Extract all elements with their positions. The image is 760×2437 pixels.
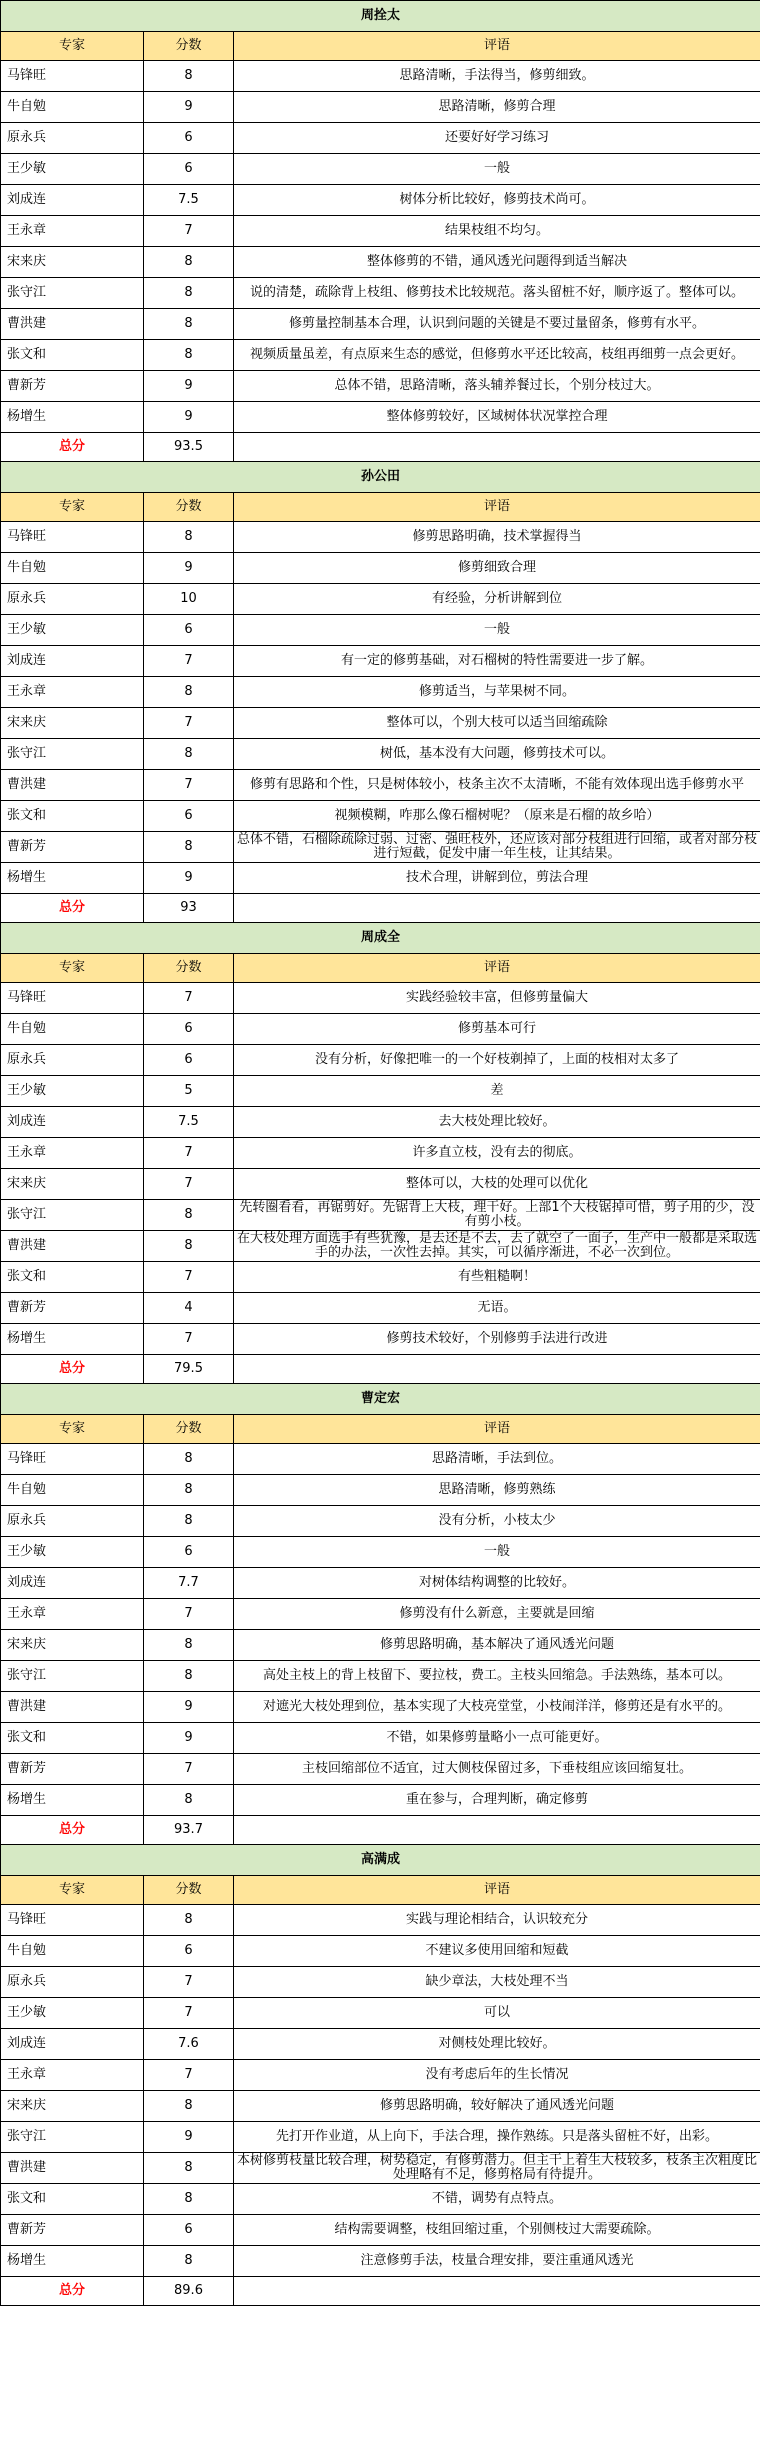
score-column-header: 分数 [144, 32, 234, 61]
total-row [1, 1355, 760, 1384]
expert-name-cell: 曹新芳 [1, 371, 144, 402]
expert-name-cell: 曹洪建 [1, 309, 144, 340]
table-row [1, 1444, 760, 1475]
score-cell: 9 [144, 553, 234, 584]
column-header-row [1, 1415, 760, 1444]
comment-cell: 还要好好学习练习 [234, 123, 760, 154]
table-row [1, 1661, 760, 1692]
score-cell: 7 [144, 2060, 234, 2091]
score-cell: 6 [144, 123, 234, 154]
score-cell: 6 [144, 1014, 234, 1045]
table-row [1, 522, 760, 553]
comment-cell: 树低，基本没有大问题，修剪技术可以。 [234, 739, 760, 770]
comment-cell: 视频质量虽差，有点原来生态的感觉，但修剪水平还比较高，枝组再细剪一点会更好。 [234, 340, 760, 371]
table-row [1, 677, 760, 708]
comment-cell: 修剪思路明确，较好解决了通风透光问题 [234, 2091, 760, 2122]
total-empty-cell [234, 2277, 760, 2306]
table-row [1, 92, 760, 123]
expert-name-cell: 原永兵 [1, 1045, 144, 1076]
expert-name-cell: 张文和 [1, 1723, 144, 1754]
section-title-row [1, 1, 760, 32]
comment-cell: 总体不错，思路清晰，落头辅养餐过长，个别分枝过大。 [234, 371, 760, 402]
score-cell: 6 [144, 801, 234, 832]
comment-column-header: 评语 [234, 1876, 760, 1905]
score-cell: 7 [144, 983, 234, 1014]
table-row [1, 1200, 760, 1231]
contestant-name: 周成全 [1, 923, 760, 954]
table-row [1, 185, 760, 216]
comment-cell: 不错，调势有点特点。 [234, 2184, 760, 2215]
score-cell: 8 [144, 1630, 234, 1661]
comment-cell: 修剪思路明确，技术掌握得当 [234, 522, 760, 553]
comment-cell: 没有分析，小枝太少 [234, 1506, 760, 1537]
comment-cell: 结果枝组不均匀。 [234, 216, 760, 247]
table-row [1, 154, 760, 185]
score-column-header: 分数 [144, 954, 234, 983]
contestant-name: 高满成 [1, 1845, 760, 1876]
total-score: 93.5 [144, 433, 234, 462]
total-label: 总分 [1, 1355, 144, 1384]
comment-cell: 有经验，分析讲解到位 [234, 584, 760, 615]
score-cell: 4 [144, 1293, 234, 1324]
comment-cell: 思路清晰，修剪合理 [234, 92, 760, 123]
table-row [1, 1169, 760, 1200]
table-row [1, 1262, 760, 1293]
score-cell: 8 [144, 278, 234, 309]
score-cell: 7 [144, 646, 234, 677]
comment-cell: 整体可以，个别大枝可以适当回缩疏除 [234, 708, 760, 739]
expert-name-cell: 曹新芳 [1, 1754, 144, 1785]
comment-cell: 对树体结构调整的比较好。 [234, 1568, 760, 1599]
expert-name-cell: 张守江 [1, 278, 144, 309]
comment-cell: 在大枝处理方面选手有些犹豫，是去还是不去，去了就空了一面子，生产中一般都是采取选手的办法，一次性去掉。其实，可以循序渐进，不必一次到位。 [234, 1231, 760, 1262]
expert-name-cell: 宋来庆 [1, 708, 144, 739]
score-cell: 7 [144, 1967, 234, 1998]
comment-cell: 重在参与，合理判断，确定修剪 [234, 1785, 760, 1816]
comment-cell: 无语。 [234, 1293, 760, 1324]
expert-name-cell: 张守江 [1, 1661, 144, 1692]
comment-column-header: 评语 [234, 493, 760, 522]
score-cell: 7.5 [144, 185, 234, 216]
expert-name-cell: 曹洪建 [1, 770, 144, 801]
table-row [1, 278, 760, 309]
expert-name-cell: 王永章 [1, 1138, 144, 1169]
table-row [1, 1936, 760, 1967]
expert-name-cell: 杨增生 [1, 402, 144, 433]
table-row [1, 1754, 760, 1785]
score-cell: 8 [144, 1475, 234, 1506]
table-row [1, 1231, 760, 1262]
table-row [1, 553, 760, 584]
table-row [1, 1107, 760, 1138]
score-cell: 8 [144, 2153, 234, 2184]
total-row [1, 433, 760, 462]
expert-column-header: 专家 [1, 954, 144, 983]
table-row [1, 2060, 760, 2091]
table-row [1, 801, 760, 832]
score-cell: 8 [144, 247, 234, 278]
table-row [1, 1475, 760, 1506]
comment-cell: 树体分析比较好，修剪技术尚可。 [234, 185, 760, 216]
comment-cell: 不错，如果修剪量略小一点可能更好。 [234, 1723, 760, 1754]
expert-name-cell: 王永章 [1, 216, 144, 247]
comment-column-header: 评语 [234, 954, 760, 983]
score-cell: 8 [144, 2246, 234, 2277]
expert-name-cell: 牛自勉 [1, 1936, 144, 1967]
comment-cell: 对侧枝处理比较好。 [234, 2029, 760, 2060]
comment-column-header: 评语 [234, 32, 760, 61]
score-cell: 7.6 [144, 2029, 234, 2060]
expert-name-cell: 王少敏 [1, 615, 144, 646]
expert-name-cell: 杨增生 [1, 863, 144, 894]
table-row [1, 1630, 760, 1661]
comment-cell: 先打开作业道，从上向下，手法合理，操作熟练。只是落头留桩不好，出彩。 [234, 2122, 760, 2153]
expert-name-cell: 马锋旺 [1, 61, 144, 92]
comment-cell: 修剪没有什么新意，主要就是回缩 [234, 1599, 760, 1630]
score-cell: 8 [144, 1905, 234, 1936]
score-cell: 7 [144, 1998, 234, 2029]
total-label: 总分 [1, 433, 144, 462]
table-row [1, 1138, 760, 1169]
score-cell: 8 [144, 832, 234, 863]
score-cell: 7.5 [144, 1107, 234, 1138]
comment-cell: 有些粗糙啊！ [234, 1262, 760, 1293]
score-cell: 8 [144, 739, 234, 770]
score-cell: 9 [144, 1723, 234, 1754]
comment-cell: 总体不错，石榴除疏除过弱、过密、强旺枝外，还应该对部分枝组进行回缩，或者对部分枝进行短截，促发中庸一年生枝，让其结果。 [234, 832, 760, 863]
comment-cell: 对遮光大枝处理到位，基本实现了大枝亮堂堂，小枝闹洋洋，修剪还是有水平的。 [234, 1692, 760, 1723]
expert-column-header: 专家 [1, 493, 144, 522]
score-cell: 5 [144, 1076, 234, 1107]
score-cell: 9 [144, 863, 234, 894]
score-cell: 7.7 [144, 1568, 234, 1599]
table-row [1, 646, 760, 677]
expert-name-cell: 杨增生 [1, 1785, 144, 1816]
table-row [1, 1045, 760, 1076]
expert-name-cell: 王少敏 [1, 1537, 144, 1568]
score-cell: 8 [144, 1785, 234, 1816]
contestant-name: 孙公田 [1, 462, 760, 493]
total-empty-cell [234, 894, 760, 923]
table-row [1, 1076, 760, 1107]
expert-name-cell: 曹新芳 [1, 1293, 144, 1324]
score-cell: 8 [144, 340, 234, 371]
score-cell: 6 [144, 1045, 234, 1076]
table-row [1, 1506, 760, 1537]
table-row [1, 309, 760, 340]
comment-cell: 整体可以，大枝的处理可以优化 [234, 1169, 760, 1200]
score-cell: 9 [144, 92, 234, 123]
comment-cell: 说的清楚，疏除背上枝组、修剪技术比较规范。落头留桩不好，顺序返了。整体可以。 [234, 278, 760, 309]
expert-name-cell: 王永章 [1, 2060, 144, 2091]
table-row [1, 61, 760, 92]
table-row [1, 832, 760, 863]
expert-name-cell: 宋来庆 [1, 2091, 144, 2122]
comment-cell: 思路清晰，手法到位。 [234, 1444, 760, 1475]
table-row [1, 247, 760, 278]
score-cell: 8 [144, 1444, 234, 1475]
contestant-name: 曹定宏 [1, 1384, 760, 1415]
expert-name-cell: 马锋旺 [1, 1444, 144, 1475]
table-row [1, 1537, 760, 1568]
expert-name-cell: 牛自勉 [1, 92, 144, 123]
comment-cell: 修剪思路明确，基本解决了通风透光问题 [234, 1630, 760, 1661]
total-row [1, 894, 760, 923]
comment-cell: 没有考虑后年的生长情况 [234, 2060, 760, 2091]
expert-column-header: 专家 [1, 32, 144, 61]
expert-name-cell: 刘成连 [1, 2029, 144, 2060]
score-cell: 6 [144, 154, 234, 185]
expert-name-cell: 张守江 [1, 739, 144, 770]
comment-cell: 修剪基本可行 [234, 1014, 760, 1045]
total-score: 79.5 [144, 1355, 234, 1384]
score-cell: 7 [144, 1324, 234, 1355]
comment-cell: 差 [234, 1076, 760, 1107]
score-column-header: 分数 [144, 493, 234, 522]
comment-cell: 修剪细致合理 [234, 553, 760, 584]
comment-cell: 有一定的修剪基础，对石榴树的特性需要进一步了解。 [234, 646, 760, 677]
total-empty-cell [234, 1355, 760, 1384]
expert-column-header: 专家 [1, 1876, 144, 1905]
expert-name-cell: 原永兵 [1, 123, 144, 154]
table-row [1, 584, 760, 615]
total-row [1, 1816, 760, 1845]
comment-cell: 一般 [234, 615, 760, 646]
expert-name-cell: 宋来庆 [1, 1630, 144, 1661]
comment-column-header: 评语 [234, 1415, 760, 1444]
column-header-row [1, 32, 760, 61]
score-cell: 7 [144, 1138, 234, 1169]
table-row [1, 340, 760, 371]
expert-name-cell: 马锋旺 [1, 522, 144, 553]
expert-name-cell: 张文和 [1, 2184, 144, 2215]
expert-name-cell: 刘成连 [1, 1568, 144, 1599]
expert-name-cell: 曹洪建 [1, 1231, 144, 1262]
expert-name-cell: 曹洪建 [1, 1692, 144, 1723]
comment-cell: 注意修剪手法，枝量合理安排，要注重通风透光 [234, 2246, 760, 2277]
table-row [1, 2091, 760, 2122]
table-row [1, 2246, 760, 2277]
expert-name-cell: 王少敏 [1, 154, 144, 185]
table-row [1, 708, 760, 739]
column-header-row [1, 954, 760, 983]
total-score: 93 [144, 894, 234, 923]
table-row [1, 983, 760, 1014]
table-row [1, 216, 760, 247]
score-cell: 6 [144, 1537, 234, 1568]
table-row [1, 1599, 760, 1630]
comment-cell: 高处主枝上的背上枝留下、要拉枝，费工。主枝头回缩急。手法熟练，基本可以。 [234, 1661, 760, 1692]
table-row [1, 2184, 760, 2215]
score-cell: 7 [144, 216, 234, 247]
table-row [1, 1324, 760, 1355]
score-cell: 6 [144, 615, 234, 646]
score-cell: 8 [144, 2091, 234, 2122]
score-cell: 8 [144, 1661, 234, 1692]
table-row [1, 615, 760, 646]
score-cell: 8 [144, 309, 234, 340]
score-cell: 6 [144, 2215, 234, 2246]
section-title-row [1, 923, 760, 954]
comment-cell: 修剪量控制基本合理，认识到问题的关键是不要过量留条，修剪有水平。 [234, 309, 760, 340]
score-cell: 8 [144, 1506, 234, 1537]
expert-column-header: 专家 [1, 1415, 144, 1444]
comment-cell: 修剪技术较好，个别修剪手法进行改进 [234, 1324, 760, 1355]
total-score: 93.7 [144, 1816, 234, 1845]
comment-cell: 思路清晰，修剪熟练 [234, 1475, 760, 1506]
total-label: 总分 [1, 894, 144, 923]
score-cell: 7 [144, 1262, 234, 1293]
comment-cell: 许多直立枝，没有去的彻底。 [234, 1138, 760, 1169]
score-cell: 9 [144, 371, 234, 402]
score-cell: 8 [144, 1200, 234, 1231]
expert-name-cell: 张文和 [1, 1262, 144, 1293]
contestant-name: 周拴太 [1, 1, 760, 32]
table-row [1, 770, 760, 801]
comment-cell: 先转圈看看，再锯剪好。先锯背上大枝，理干好。上部1个大枝锯掉可惜，剪子用的少，没有剪小枝。 [234, 1200, 760, 1231]
table-row [1, 2153, 760, 2184]
column-header-row [1, 1876, 760, 1905]
score-cell: 9 [144, 1692, 234, 1723]
expert-name-cell: 原永兵 [1, 1967, 144, 1998]
comment-cell: 实践与理论相结合，认识较充分 [234, 1905, 760, 1936]
comment-cell: 主枝回缩部位不适宜，过大侧枝保留过多，下垂枝组应该回缩复壮。 [234, 1754, 760, 1785]
section-title-row [1, 1384, 760, 1415]
comment-cell: 一般 [234, 1537, 760, 1568]
expert-name-cell: 王少敏 [1, 1998, 144, 2029]
table-row [1, 739, 760, 770]
expert-name-cell: 张文和 [1, 801, 144, 832]
expert-name-cell: 王永章 [1, 1599, 144, 1630]
score-column-header: 分数 [144, 1876, 234, 1905]
expert-name-cell: 马锋旺 [1, 1905, 144, 1936]
table-row [1, 371, 760, 402]
score-cell: 9 [144, 402, 234, 433]
score-cell: 8 [144, 2184, 234, 2215]
comment-cell: 缺少章法，大枝处理不当 [234, 1967, 760, 1998]
comment-cell: 思路清晰，手法得当，修剪细致。 [234, 61, 760, 92]
comment-cell: 去大枝处理比较好。 [234, 1107, 760, 1138]
expert-name-cell: 曹新芳 [1, 832, 144, 863]
total-row [1, 2277, 760, 2306]
table-row [1, 402, 760, 433]
table-row [1, 1785, 760, 1816]
score-cell: 7 [144, 1169, 234, 1200]
expert-name-cell: 杨增生 [1, 1324, 144, 1355]
total-empty-cell [234, 1816, 760, 1845]
expert-name-cell: 原永兵 [1, 1506, 144, 1537]
table-row [1, 1014, 760, 1045]
score-cell: 7 [144, 770, 234, 801]
comment-cell: 结构需要调整，枝组回缩过重，个别侧枝过大需要疏除。 [234, 2215, 760, 2246]
table-row [1, 863, 760, 894]
score-column-header: 分数 [144, 1415, 234, 1444]
comment-cell: 修剪适当，与苹果树不同。 [234, 677, 760, 708]
expert-name-cell: 马锋旺 [1, 983, 144, 1014]
score-cell: 7 [144, 1599, 234, 1630]
comment-cell: 本树修剪枝量比较合理，树势稳定，有修剪潜力。但主干上着生大枝较多，枝条主次粗度比处理略有不足，修剪格局有待提升。 [234, 2153, 760, 2184]
table-row [1, 1967, 760, 1998]
expert-name-cell: 曹洪建 [1, 2153, 144, 2184]
expert-name-cell: 王少敏 [1, 1076, 144, 1107]
table-row [1, 1998, 760, 2029]
total-score: 89.6 [144, 2277, 234, 2306]
expert-name-cell: 杨增生 [1, 2246, 144, 2277]
expert-name-cell: 张文和 [1, 340, 144, 371]
expert-name-cell: 牛自勉 [1, 1475, 144, 1506]
expert-name-cell: 曹新芳 [1, 2215, 144, 2246]
table-row [1, 2122, 760, 2153]
score-cell: 7 [144, 708, 234, 739]
expert-name-cell: 宋来庆 [1, 247, 144, 278]
table-row [1, 1723, 760, 1754]
comment-cell: 实践经验较丰富，但修剪量偏大 [234, 983, 760, 1014]
comment-cell: 可以 [234, 1998, 760, 2029]
expert-name-cell: 原永兵 [1, 584, 144, 615]
score-cell: 6 [144, 1936, 234, 1967]
expert-name-cell: 刘成连 [1, 1107, 144, 1138]
expert-name-cell: 刘成连 [1, 646, 144, 677]
table-row [1, 2215, 760, 2246]
section-title-row [1, 1845, 760, 1876]
table-row [1, 1568, 760, 1599]
comment-cell: 视频模糊，咋那么像石榴树呢？（原来是石榴的故乡哈） [234, 801, 760, 832]
table-row [1, 1692, 760, 1723]
table-row [1, 2029, 760, 2060]
total-label: 总分 [1, 1816, 144, 1845]
score-cell: 8 [144, 1231, 234, 1262]
score-cell: 7 [144, 1754, 234, 1785]
expert-name-cell: 牛自勉 [1, 553, 144, 584]
score-cell: 10 [144, 584, 234, 615]
score-cell: 8 [144, 61, 234, 92]
column-header-row [1, 493, 760, 522]
expert-name-cell: 张守江 [1, 2122, 144, 2153]
section-title-row [1, 462, 760, 493]
comment-cell: 技术合理，讲解到位，剪法合理 [234, 863, 760, 894]
comment-cell: 整体修剪较好，区域树体状况掌控合理 [234, 402, 760, 433]
score-cell: 8 [144, 522, 234, 553]
comment-cell: 修剪有思路和个性，只是树体较小，枝条主次不太清晰，不能有效体现出选手修剪水平 [234, 770, 760, 801]
comment-cell: 不建议多使用回缩和短截 [234, 1936, 760, 1967]
comment-cell: 整体修剪的不错，通风透光问题得到适当解决 [234, 247, 760, 278]
expert-name-cell: 牛自勉 [1, 1014, 144, 1045]
table-row [1, 1293, 760, 1324]
expert-name-cell: 王永章 [1, 677, 144, 708]
score-cell: 8 [144, 677, 234, 708]
table-row [1, 123, 760, 154]
table-row [1, 1905, 760, 1936]
expert-name-cell: 张守江 [1, 1200, 144, 1231]
total-empty-cell [234, 433, 760, 462]
comment-cell: 没有分析，好像把唯一的一个好枝剃掉了，上面的枝相对太多了 [234, 1045, 760, 1076]
expert-name-cell: 宋来庆 [1, 1169, 144, 1200]
total-label: 总分 [1, 2277, 144, 2306]
comment-cell: 一般 [234, 154, 760, 185]
score-cell: 9 [144, 2122, 234, 2153]
expert-name-cell: 刘成连 [1, 185, 144, 216]
